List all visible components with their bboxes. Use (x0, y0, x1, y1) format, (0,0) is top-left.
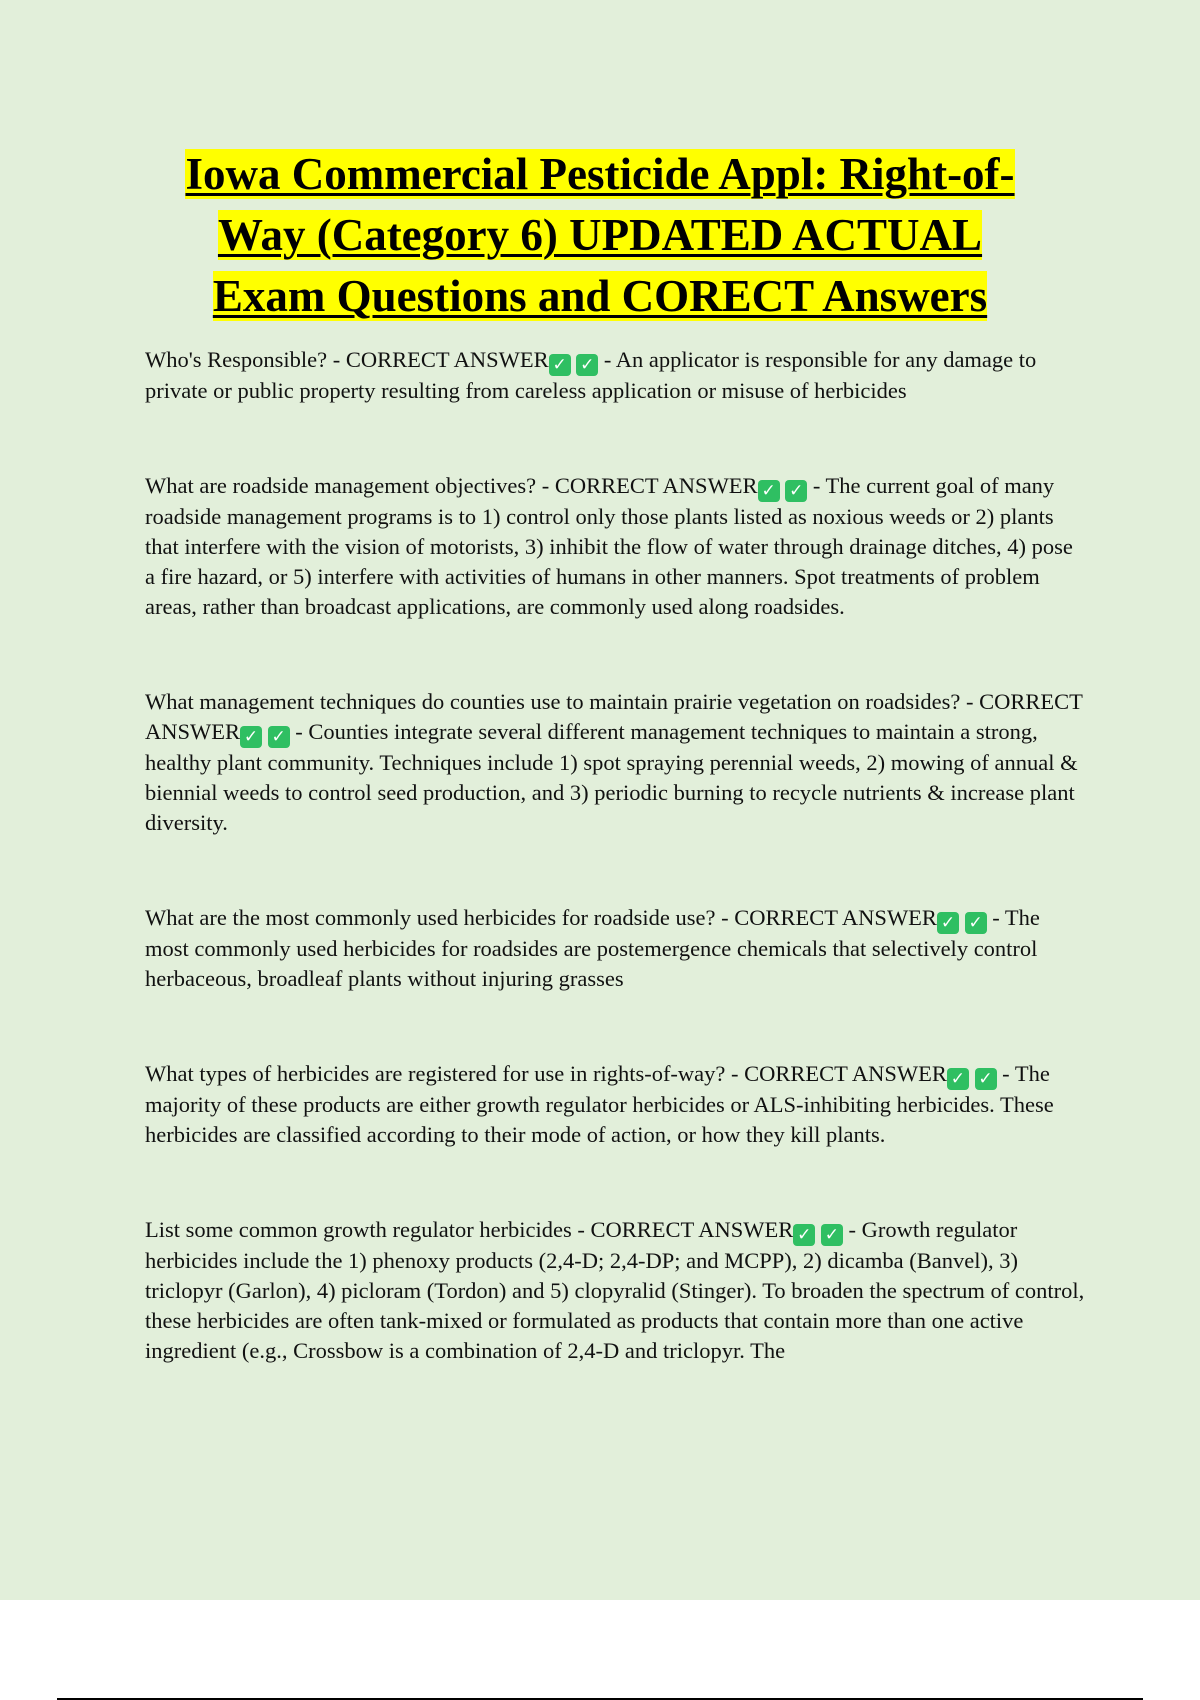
answer-label: CORRECT ANSWER (590, 1217, 794, 1242)
title-line: Exam Questions and CORECT Answers (212, 271, 988, 321)
check-mark-icon: ✓ (758, 480, 780, 502)
check-mark-icon: ✓ (821, 1224, 843, 1246)
qa-item (145, 1059, 1085, 1150)
check-mark-icon: ✓ (975, 1068, 997, 1090)
question-text: What are roadside management objectives? - (145, 473, 550, 498)
document-title (120, 144, 1080, 327)
check-mark-icon: ✓ (937, 912, 959, 934)
check-mark-icon: ✓ (549, 354, 571, 376)
qa-list (145, 345, 1085, 1366)
qa-item (145, 1215, 1085, 1366)
answer-text: - An applicator is responsible for any damage to private or public property resulting from careless application or misuse of herbicides (145, 347, 1037, 403)
question-text: What types of herbicides are registered for use in rights-of-way? - (145, 1061, 739, 1086)
title-line: Iowa Commercial Pesticide Appl: Right-of- (185, 149, 1015, 199)
check-mark-icon: ✓ (576, 354, 598, 376)
question-text: What management techniques do counties use to maintain prairie vegetation on roadsides? - (145, 689, 974, 714)
answer-label: CORRECT ANSWER (554, 473, 758, 498)
check-mark-icon: ✓ (965, 912, 987, 934)
question-text: What are the most commonly used herbicides for roadside use? - (145, 905, 729, 930)
answer-text: - The majority of these products are either growth regulator herbicides or ALS-inhibiting herbicides. These herbicides are classified according to their mode of action, or how they kill plants. (145, 1061, 1054, 1147)
answer-text: - The most commonly used herbicides for roadsides are postemergence chemicals that selectively control herbaceous, broadleaf plants without injuring grasses (145, 905, 1040, 991)
answer-text: - Growth regulator herbicides include the 1) phenoxy products (2,4-D; 2,4-DP; and MCPP), 2) dicamba (Banvel), 3) triclopyr (Garlon), 4) picloram (Tordon) and 5) clopyralid (Stinger). To broaden the spectrum of control, these herbicides are often tank-mixed or formulated as products that contain more than one active ingredient (e.g., Crossbow is a combination of 2,4-D and triclopyr. The (145, 1217, 1085, 1363)
qa-item (145, 471, 1085, 622)
qa-item (145, 345, 1085, 406)
check-mark-icon: ✓ (785, 480, 807, 502)
answer-label: CORRECT ANSWER (345, 347, 549, 372)
qa-item (145, 687, 1085, 838)
answer-label: CORRECT ANSWER (734, 905, 937, 930)
title-line: Way (Category 6) UPDATED ACTUAL (217, 210, 983, 260)
question-text: List some common growth regulator herbicides - (145, 1217, 585, 1242)
qa-item (145, 903, 1085, 994)
check-mark-icon: ✓ (947, 1068, 969, 1090)
check-mark-icon: ✓ (268, 726, 290, 748)
answer-label: CORRECT ANSWER (145, 689, 1083, 744)
check-mark-icon: ✓ (793, 1224, 815, 1246)
check-mark-icon: ✓ (240, 726, 262, 748)
answer-label: CORRECT ANSWER (744, 1061, 947, 1086)
answer-text: - Counties integrate several different management techniques to maintain a strong, healthy plant community. Techniques include 1) spot spraying perennial weeds, 2) mowing of annual & biennial weeds to control seed production, and 3) periodic burning to recycle nutrients & increase plant diversity. (145, 719, 1078, 835)
answer-text: - The current goal of many roadside management programs is to 1) control only those plants listed as noxious weeds or 2) plants that interfere with the vision of motorists, 3) inhibit the flow of water through drainage ditches, 4) pose a fire hazard, or 5) interfere with activities of humans in other manners. Spot treatments of problem areas, rather than broadcast applications, are commonly used along roadsides. (145, 473, 1073, 619)
question-text: Who's Responsible? - (145, 347, 341, 372)
